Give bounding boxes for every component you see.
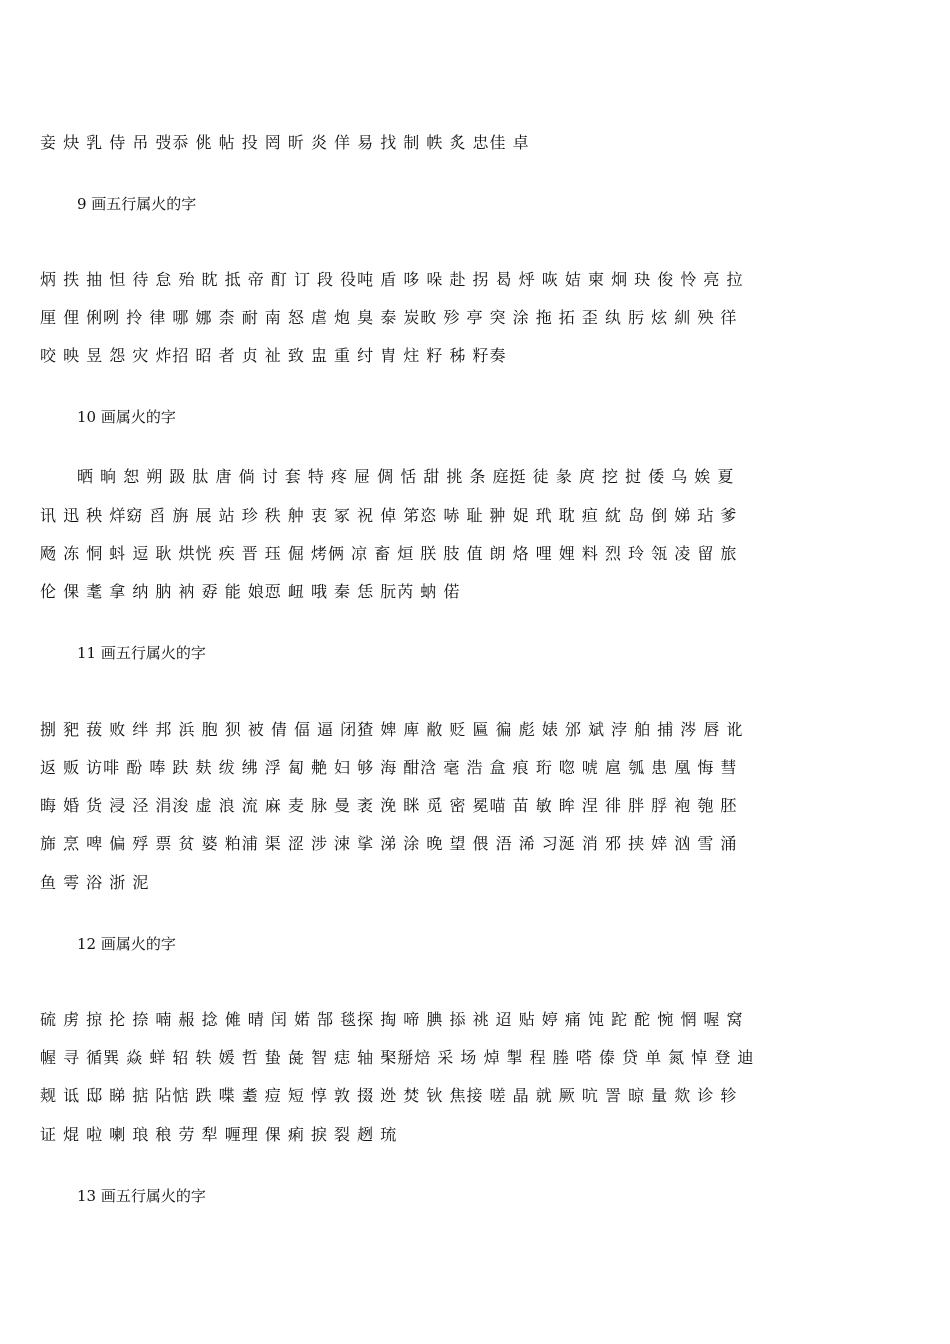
section-heading-9-strokes: 9 画五行属火的字 <box>77 195 197 213</box>
section-heading-10-strokes: 10 画属火的字 <box>77 408 176 426</box>
char-line: 伦 倮 耄 拿 纳 肭 衲 孬 能 娘恧 衄 哦 秦 恁 朊芮 蚋 偌 <box>40 582 461 601</box>
char-line: 晦 婚 货 浸 泾 涓浚 虚 浪 流 麻 麦 脉 曼 袤 浼 眯 觅 密 冕喵 苗 敏 眸 涅 徘 胖 脬 袍 匏 胚 <box>40 796 738 815</box>
char-line: 硫 虏 掠 抡 捺 喃 赧 捻 傩 晴 闰 婼 郜 毯探 掏 啼 腆 掭 祧 迢 贴 婷 痛 饨 跎 酡 惋 惘 喔 窝 <box>40 1010 744 1029</box>
char-line: 讯 迅 秧 烊窈 舀 旃 展 站 珍 秩 舯 衷 冢 祝 倬 笫恣 哧 耻 翀 娖 玳 耽 疸 紞 岛 倒 娣 玷 爹 <box>40 506 738 525</box>
char-line: 咬 映 昱 怨 灾 炸招 昭 者 贞 祉 致 盅 重 纣 胄 炷 籽 秭 籽奏 <box>40 346 507 365</box>
char-line: 捌 豝 菝 败 绊 邦 浜 胞 狈 被 倩 偪 逼 闭猹 婢 庳 敝 贬 匾 徧 彪 婊 邠 斌 浡 舶 捕 涔 唇 讹 <box>40 720 744 739</box>
char-line: 旆 烹 啤 偏 殍 票 贫 婆 粕浦 渠 涩 涉 涑 挲 涕 涂 晚 望 偎 浯 浠 习涎 消 邪 挟 婞 汹 雪 涌 <box>40 834 738 853</box>
char-line: 妾 炔 乳 侍 吊 弢忝 佻 帖 投 罔 昕 炎 佯 易 找 制 帙 炙 忠佳 卓 <box>40 133 530 152</box>
section-heading-11-strokes: 11 画五行属火的字 <box>77 644 206 662</box>
char-line: 证 焜 啦 喇 琅 稂 劳 犁 喱理 倮 痢 捩 裂 趔 琉 <box>40 1125 398 1144</box>
char-line: 鱼 雩 浴 浙 泥 <box>40 873 150 892</box>
char-line: 飏 冻 恫 蚪 逗 耿 烘恍 疾 晋 珏 倔 烤俩 凉 畜 烜 朕 肢 值 朗 烙 哩 娌 料 烈 玲 瓴 凌 留 旅 <box>40 544 738 563</box>
char-line: 幄 寻 循巽 焱 蛘 轺 轶 媛 哲 蛰 彘 智 痣 轴 棸掰焙 采 场 焯 掣 程 塍 嗒 傣 贷 单 氮 悼 登 迪 <box>40 1048 755 1067</box>
char-line: 厘 俚 俐咧 拎 律 哪 娜 柰 耐 南 怒 虐 炮 臭 泰 炭畋 殄 亭 突 涂 拖 拓 歪 纨 肟 炫 紃 殃 徉 <box>40 308 738 327</box>
char-line: 觌 诋 邸 睇 掂 阽惦 跌 喋 耋 痘 短 惇 敦 掇 迯 焚 钬 焦接 嗟 晶 就 厥 吭 詈 晾 量 欻 诊 轸 <box>40 1086 738 1105</box>
char-line: 返 贩 访啡 酚 唪 趺 麸 绂 绋 浮 匐 艴 妇 够 海 酣浛 毫 浩 盒 痕 珩 唿 唬 扈 瓠 患 凰 悔 彗 <box>40 758 738 777</box>
section-heading-13-strokes: 13 画五行属火的字 <box>77 1187 206 1205</box>
char-line: 炳 抶 抽 怛 待 怠 殆 眈 抵 帝 酊 订 段 役吨 盾 哆 哚 赴 拐 曷 烀 咴 姞 柬 炯 玦 俊 怜 亮 拉 <box>40 270 744 289</box>
char-line: 晒 晌 恕 朔 趿 肽 唐 倘 讨 套 特 疼 屉 倜 恬 甜 挑 条 庭挺 徒 彖 庹 挖 挝 倭 乌 娭 夏 <box>77 467 735 486</box>
section-heading-12-strokes: 12 画属火的字 <box>77 935 176 953</box>
